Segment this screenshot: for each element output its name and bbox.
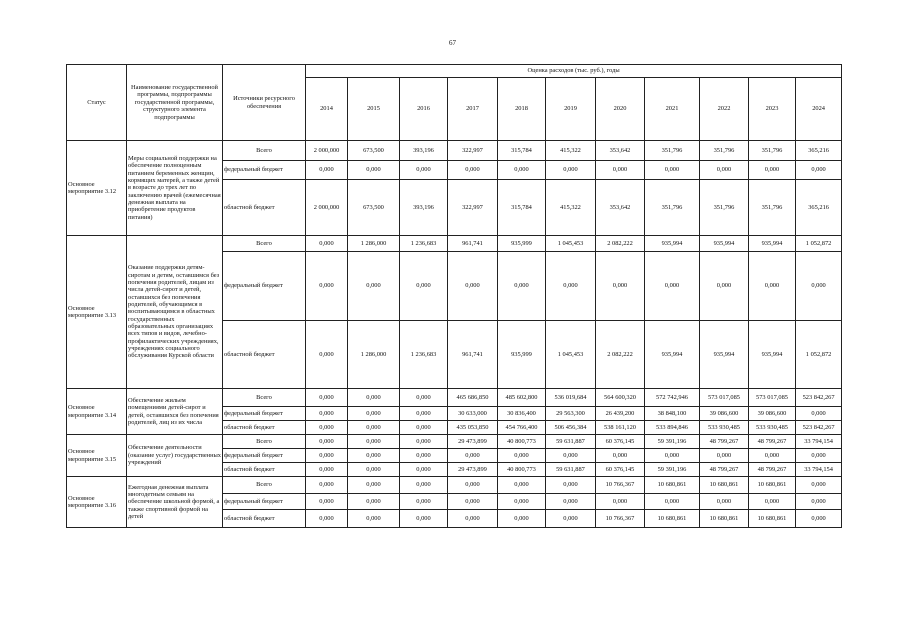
name-cell: Ежегодная денежная выплата многодетным семьям на обеспечение школьной формой, а также спортивной формой на детей [127,477,223,528]
value-cell: 2 000,000 [306,180,348,236]
value-cell: 0,000 [546,494,596,510]
status-cell: Основное мероприятие 3.12 [67,141,127,236]
header-year: 2024 [796,78,842,141]
value-cell: 0,000 [348,421,400,435]
name-cell: Оказание поддержки детям-сиротам и детям, оставшимся без попечения родителей, лицам из числа детей-сирот и детей, оставшихся без попечения родителей, обучающимся в воспитывающимся в областных государственных образовательных организациях всех типов и видов, лечебно-профилактических учреждениях, учреждениях социального обслуживания Курской области [127,236,223,389]
header-year: 2016 [400,78,448,141]
value-cell: 1 286,000 [348,236,400,252]
value-cell: 48 799,267 [749,463,796,477]
source-cell: Всего [223,435,306,449]
value-cell: 353,642 [596,141,645,161]
table-row [67,477,842,494]
source-cell: Всего [223,141,306,161]
value-cell: 536 019,684 [546,389,596,407]
value-cell: 38 848,100 [645,407,700,421]
value-cell: 315,784 [498,180,546,236]
source-cell: Всего [223,236,306,252]
value-cell: 415,322 [546,180,596,236]
value-cell: 2 082,222 [596,321,645,389]
value-cell: 48 799,267 [700,463,749,477]
value-cell: 33 794,154 [796,463,842,477]
value-cell: 59 391,196 [645,463,700,477]
source-cell: областной бюджет [223,421,306,435]
value-cell: 0,000 [348,510,400,528]
value-cell: 2 000,000 [306,141,348,161]
header-year: 2017 [448,78,498,141]
source-cell: областной бюджет [223,321,306,389]
value-cell: 0,000 [306,407,348,421]
value-cell: 0,000 [306,321,348,389]
value-cell: 351,796 [749,180,796,236]
value-cell: 0,000 [749,494,796,510]
value-cell: 0,000 [700,494,749,510]
value-cell: 0,000 [796,494,842,510]
value-cell: 33 794,154 [796,435,842,449]
value-cell: 0,000 [796,407,842,421]
value-cell: 2 082,222 [596,236,645,252]
value-cell: 353,642 [596,180,645,236]
value-cell: 0,000 [546,252,596,321]
value-cell: 322,997 [448,180,498,236]
source-cell: Всего [223,389,306,407]
value-cell: 0,000 [546,477,596,494]
value-cell: 0,000 [796,161,842,180]
value-cell: 0,000 [546,449,596,463]
status-cell: Основное мероприятие 3.14 [67,389,127,435]
value-cell: 935,994 [749,236,796,252]
value-cell: 60 376,145 [596,435,645,449]
value-cell: 935,994 [700,236,749,252]
value-cell: 40 800,773 [498,435,546,449]
value-cell: 0,000 [796,477,842,494]
value-cell: 0,000 [306,252,348,321]
source-cell: федеральный бюджет [223,252,306,321]
source-cell: федеральный бюджет [223,161,306,180]
value-cell: 0,000 [498,494,546,510]
value-cell: 30 633,000 [448,407,498,421]
value-cell: 0,000 [400,435,448,449]
value-cell: 351,796 [645,180,700,236]
value-cell: 59 631,887 [546,463,596,477]
value-cell: 935,994 [645,236,700,252]
value-cell: 0,000 [498,252,546,321]
header-year: 2014 [306,78,348,141]
value-cell: 0,000 [546,161,596,180]
value-cell: 1 286,000 [348,321,400,389]
header-year: 2018 [498,78,546,141]
value-cell: 0,000 [700,449,749,463]
value-cell: 0,000 [348,449,400,463]
source-cell: федеральный бюджет [223,494,306,510]
value-cell: 533 930,485 [749,421,796,435]
value-cell: 523 842,267 [796,421,842,435]
value-cell: 0,000 [400,389,448,407]
value-cell: 26 439,200 [596,407,645,421]
value-cell: 961,741 [448,236,498,252]
value-cell: 1 052,872 [796,321,842,389]
value-cell: 0,000 [448,449,498,463]
value-cell: 0,000 [348,463,400,477]
value-cell: 572 742,946 [645,389,700,407]
value-cell: 0,000 [448,252,498,321]
value-cell: 351,796 [749,141,796,161]
value-cell: 0,000 [400,161,448,180]
value-cell: 30 836,400 [498,407,546,421]
value-cell: 10 766,367 [596,510,645,528]
value-cell: 29 563,300 [546,407,596,421]
value-cell: 533 930,485 [700,421,749,435]
name-cell: Меры социальной поддержки на обеспечение полноценным питанием беременных женщин, кормящих матерей, а также детей в возрасте до трех лет по заключению врачей (ежемесячная денежная выплата на приобретение продуктов питания) [127,141,223,236]
value-cell: 393,196 [400,180,448,236]
value-cell: 0,000 [448,477,498,494]
source-cell: Всего [223,477,306,494]
value-cell: 0,000 [306,477,348,494]
table-row [67,141,842,161]
value-cell: 1 052,872 [796,236,842,252]
value-cell: 0,000 [749,161,796,180]
header-year: 2023 [749,78,796,141]
value-cell: 29 473,899 [448,435,498,449]
value-cell: 0,000 [400,494,448,510]
header-year: 2021 [645,78,700,141]
value-cell: 564 600,320 [596,389,645,407]
value-cell: 39 086,600 [700,407,749,421]
value-cell: 0,000 [348,389,400,407]
value-cell: 10 680,861 [749,477,796,494]
source-cell: областной бюджет [223,510,306,528]
value-cell: 322,997 [448,141,498,161]
value-cell: 0,000 [306,389,348,407]
value-cell: 523 842,267 [796,389,842,407]
header-year: 2015 [348,78,400,141]
value-cell: 0,000 [348,161,400,180]
value-cell: 48 799,267 [749,435,796,449]
value-cell: 0,000 [498,510,546,528]
value-cell: 10 680,861 [700,510,749,528]
value-cell: 0,000 [348,435,400,449]
value-cell: 538 161,120 [596,421,645,435]
value-cell: 393,196 [400,141,448,161]
value-cell: 573 017,085 [749,389,796,407]
value-cell: 0,000 [306,421,348,435]
value-cell: 39 086,600 [749,407,796,421]
table-row [67,389,842,407]
table-row [67,236,842,252]
value-cell: 0,000 [306,510,348,528]
value-cell: 1 045,453 [546,321,596,389]
budget-table [66,64,842,528]
value-cell: 673,500 [348,141,400,161]
table-row [67,435,842,449]
value-cell: 935,994 [749,321,796,389]
value-cell: 935,994 [645,321,700,389]
value-cell: 0,000 [348,407,400,421]
header-estimate: Оценка расходов (тыс. руб.), годы [306,65,842,78]
value-cell: 1 236,683 [400,321,448,389]
value-cell: 351,796 [645,141,700,161]
name-cell: Обеспечение жильем помещениями детей-сирот и детей, оставшихся без попечения родителей, лиц из их числа [127,389,223,435]
value-cell: 935,999 [498,236,546,252]
value-cell: 0,000 [596,161,645,180]
value-cell: 0,000 [796,449,842,463]
table-body [67,141,842,528]
source-cell: федеральный бюджет [223,449,306,463]
value-cell: 0,000 [306,236,348,252]
value-cell: 0,000 [400,477,448,494]
value-cell: 0,000 [596,252,645,321]
value-cell: 0,000 [348,252,400,321]
value-cell: 0,000 [448,510,498,528]
value-cell: 533 894,846 [645,421,700,435]
value-cell: 0,000 [498,449,546,463]
source-cell: федеральный бюджет [223,407,306,421]
value-cell: 0,000 [306,449,348,463]
value-cell: 0,000 [348,477,400,494]
header-status: Статус [67,65,127,141]
value-cell: 40 800,773 [498,463,546,477]
value-cell: 0,000 [306,435,348,449]
value-cell: 0,000 [749,449,796,463]
page-number: 67 [449,39,456,47]
status-cell: Основное мероприятие 3.13 [67,236,127,389]
value-cell: 0,000 [400,421,448,435]
value-cell: 0,000 [306,494,348,510]
value-cell: 415,322 [546,141,596,161]
value-cell: 59 391,196 [645,435,700,449]
value-cell: 0,000 [448,161,498,180]
value-cell: 60 376,145 [596,463,645,477]
value-cell: 0,000 [645,449,700,463]
value-cell: 0,000 [596,449,645,463]
value-cell: 0,000 [498,477,546,494]
value-cell: 0,000 [400,449,448,463]
value-cell: 365,216 [796,180,842,236]
value-cell: 10 766,367 [596,477,645,494]
value-cell: 0,000 [400,407,448,421]
value-cell: 0,000 [700,252,749,321]
value-cell: 10 680,861 [700,477,749,494]
value-cell: 0,000 [546,510,596,528]
value-cell: 0,000 [400,463,448,477]
status-cell: Основное мероприятие 3.15 [67,435,127,477]
header-source: Источники ресурсного обеспечения [223,65,306,141]
value-cell: 10 680,861 [645,477,700,494]
header-year: 2022 [700,78,749,141]
value-cell: 10 680,861 [749,510,796,528]
header-year: 2020 [596,78,645,141]
value-cell: 1 236,683 [400,236,448,252]
value-cell: 10 680,861 [645,510,700,528]
value-cell: 961,741 [448,321,498,389]
value-cell: 465 686,850 [448,389,498,407]
value-cell: 0,000 [645,252,700,321]
value-cell: 0,000 [306,463,348,477]
value-cell: 48 799,267 [700,435,749,449]
value-cell: 0,000 [400,252,448,321]
value-cell: 454 766,400 [498,421,546,435]
value-cell: 0,000 [796,252,842,321]
value-cell: 29 473,899 [448,463,498,477]
header-name: Наименование государственной программы, подпрограммы государственной программы, структурного элемента подпрограммы [127,65,223,141]
value-cell: 0,000 [448,494,498,510]
value-cell: 485 602,800 [498,389,546,407]
value-cell: 0,000 [749,252,796,321]
value-cell: 435 053,850 [448,421,498,435]
value-cell: 0,000 [400,510,448,528]
source-cell: областной бюджет [223,180,306,236]
header-year: 2019 [546,78,596,141]
value-cell: 0,000 [348,494,400,510]
value-cell: 573 017,085 [700,389,749,407]
value-cell: 0,000 [596,494,645,510]
value-cell: 0,000 [796,510,842,528]
value-cell: 673,500 [348,180,400,236]
value-cell: 0,000 [645,494,700,510]
value-cell: 351,796 [700,180,749,236]
value-cell: 0,000 [645,161,700,180]
source-cell: областной бюджет [223,463,306,477]
value-cell: 365,216 [796,141,842,161]
value-cell: 0,000 [700,161,749,180]
value-cell: 506 456,384 [546,421,596,435]
value-cell: 1 045,453 [546,236,596,252]
name-cell: Обеспечение деятельности (оказание услуг) государственных учреждений [127,435,223,477]
value-cell: 935,999 [498,321,546,389]
value-cell: 351,796 [700,141,749,161]
value-cell: 0,000 [498,161,546,180]
status-cell: Основное мероприятие 3.16 [67,477,127,528]
value-cell: 59 631,887 [546,435,596,449]
value-cell: 0,000 [306,161,348,180]
value-cell: 935,994 [700,321,749,389]
value-cell: 315,784 [498,141,546,161]
